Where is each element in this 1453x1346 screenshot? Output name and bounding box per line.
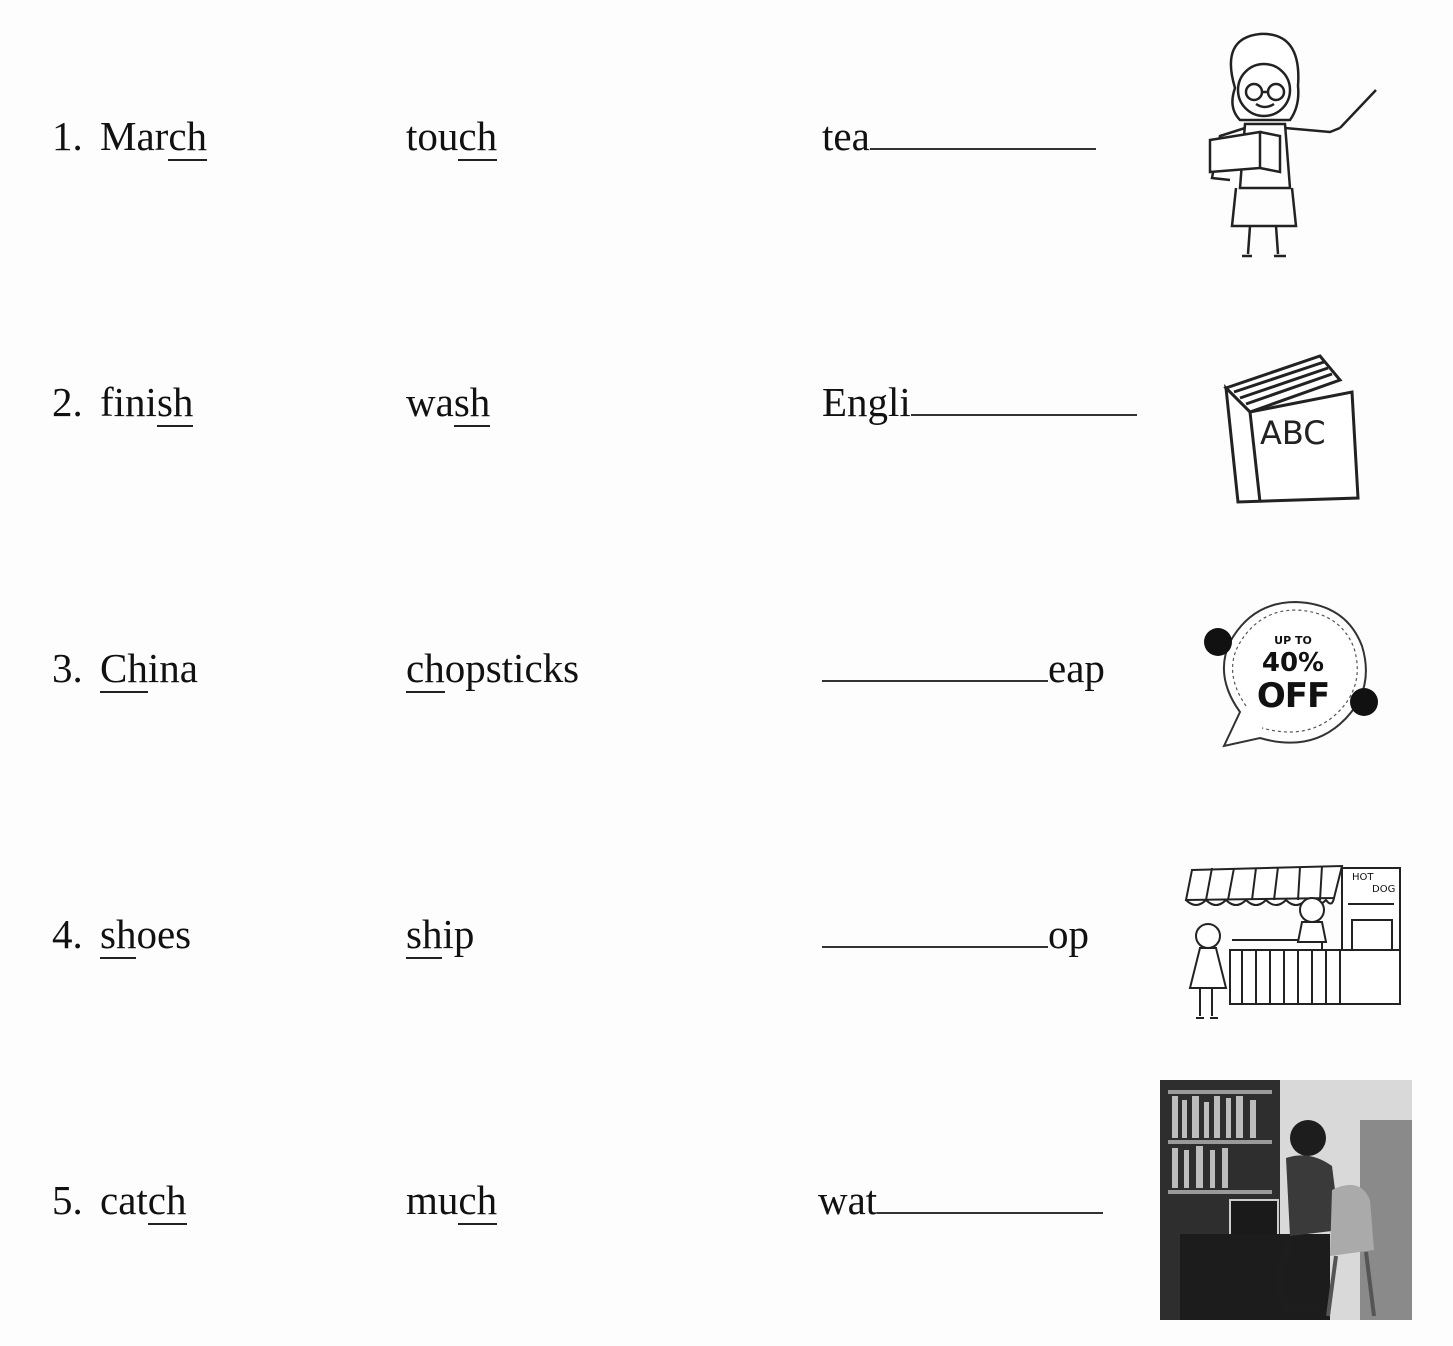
answer-blank[interactable] [822, 679, 1048, 682]
row-number: 1. [52, 113, 83, 159]
row-number: 4. [52, 911, 83, 957]
row-4-word-2: ship [406, 911, 475, 957]
sale-text-off: OFF [1256, 676, 1330, 716]
row-number: 2. [52, 379, 83, 425]
underlined-letters: ch [406, 645, 445, 691]
teacher-illustration [1190, 28, 1390, 264]
shop-sign-hot: HOT [1352, 872, 1374, 883]
row-2-word-2: wash [406, 379, 491, 425]
row-3-word-2: chopsticks [406, 645, 580, 691]
underlined-letters: Ch [100, 645, 148, 691]
exercise-row-1 [0, 0, 1453, 266]
sale-bubble-illustration [1200, 596, 1386, 752]
shop-sign-dog: DOG [1372, 884, 1396, 895]
answer-blank[interactable] [822, 945, 1048, 948]
row-5-word-2: much [406, 1177, 498, 1223]
underlined-letters: ch [458, 1177, 498, 1223]
row-5-fill-in: wat [818, 1180, 1103, 1221]
row-2-fill-in: Engli [822, 382, 1137, 423]
sale-text-percent: 40% [1261, 648, 1325, 678]
underlined-letters: ch [168, 113, 208, 159]
underlined-letters: sh [100, 911, 137, 957]
exercise-row-3 [0, 532, 1453, 798]
row-number: 5. [52, 1177, 83, 1223]
row-number: 3. [52, 645, 83, 691]
boy-at-computer-photo [1160, 1080, 1412, 1320]
row-4-fill-in: op [822, 914, 1089, 955]
row-2-word-1: 2. finish [52, 379, 194, 425]
underlined-letters: sh [156, 379, 194, 425]
answer-blank[interactable] [911, 413, 1137, 416]
answer-blank[interactable] [877, 1211, 1103, 1214]
exercise-row-5 [0, 1064, 1453, 1330]
underlined-letters: ch [147, 1177, 187, 1223]
row-3-word-1: 3. China [52, 645, 198, 691]
row-1-word-1: 1. March [52, 113, 208, 159]
row-1-word-2: touch [406, 113, 498, 159]
underlined-letters: sh [453, 379, 491, 425]
underlined-letters: sh [406, 911, 443, 957]
row-3-fill-in: eap [822, 648, 1105, 689]
row-5-word-1: 5. catch [52, 1177, 187, 1223]
underlined-letters: ch [458, 113, 498, 159]
exercise-row-2 [0, 266, 1453, 532]
exercise-row-4 [0, 798, 1453, 1064]
row-4-word-1: 4. shoes [52, 911, 192, 957]
english-book-illustration [1220, 352, 1364, 512]
hot-dog-shop-illustration [1172, 864, 1404, 1028]
sale-text-top: UP TO [1274, 634, 1312, 647]
row-1-fill-in: tea [822, 116, 1096, 157]
abc-text: ABC [1260, 414, 1326, 452]
answer-blank[interactable] [870, 147, 1096, 150]
